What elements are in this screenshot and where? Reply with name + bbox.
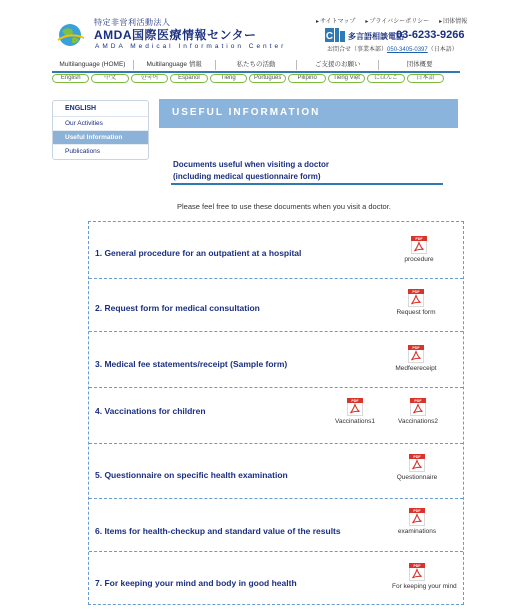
pdf-file-label[interactable]: Vaccinations1 xyxy=(335,418,375,425)
nav-item-activities[interactable]: 私たちの活動 xyxy=(216,60,298,70)
page-title-band xyxy=(159,99,458,128)
subtitle-divider xyxy=(171,183,443,185)
pdf-file-icon[interactable] xyxy=(408,345,424,363)
document-title: 2. Request form for medical consultation xyxy=(95,303,260,313)
svg-text:C: C xyxy=(325,31,334,42)
hotline-label: 多言語相談電話 xyxy=(348,32,404,41)
document-row xyxy=(89,222,463,279)
phone-hotline-icon xyxy=(325,28,345,42)
lang-portuguese[interactable]: Português xyxy=(249,74,286,83)
lang-pilipino[interactable]: Pilipino xyxy=(288,74,325,83)
hotline-number[interactable]: 03-6233-9266 xyxy=(396,29,465,41)
sidebar-heading: ENGLISH xyxy=(53,101,148,117)
pdf-icon-text: PDF xyxy=(413,564,421,568)
pdf-file-icon[interactable] xyxy=(411,236,427,254)
pdf-file-label[interactable]: For keeping your mind xyxy=(392,583,457,590)
subtitle-line-2: (including medical questionnaire form) xyxy=(173,172,321,181)
pdf-icon-text: PDF xyxy=(351,399,359,403)
pdf-file-label[interactable]: Medfeereceipt xyxy=(395,365,437,372)
sidebar xyxy=(52,100,149,160)
pdf-file-label[interactable]: Vaccinations2 xyxy=(398,418,438,425)
office-contact-prefix: お問合せ（事業本部） xyxy=(327,47,388,53)
section-subtitle xyxy=(173,159,329,183)
document-title: 3. Medical fee statements/receipt (Sample form) xyxy=(95,359,288,369)
pdf-icon-text: PDF xyxy=(413,455,421,459)
top-link-about[interactable]: ▸ 団体情報 xyxy=(439,16,467,25)
pdf-download-link[interactable] xyxy=(391,289,441,316)
document-row xyxy=(89,279,463,332)
pdf-file-icon[interactable] xyxy=(409,508,425,526)
lang-korean[interactable]: 한국어 xyxy=(131,74,168,83)
top-link-privacy[interactable]: ▸ プライバシーポリシー xyxy=(365,16,429,25)
globe-logo-icon[interactable] xyxy=(56,22,86,48)
main-nav xyxy=(52,60,460,70)
pdf-file-label[interactable]: examinations xyxy=(397,528,437,535)
subtitle-line-1: Documents useful when visiting a doctor xyxy=(173,160,330,169)
pdf-file-icon[interactable] xyxy=(410,398,426,416)
org-name[interactable]: AMDA国際医療情報センター xyxy=(94,28,257,42)
nav-item-home[interactable]: Multilanguage (HOME) xyxy=(52,60,134,70)
lang-english[interactable]: English xyxy=(52,74,89,83)
lang-spanish[interactable]: Español xyxy=(170,74,207,83)
pdf-download-link[interactable] xyxy=(391,345,441,372)
document-row xyxy=(89,444,463,499)
pdf-icon-text: PDF xyxy=(412,290,420,294)
pdf-file-icon[interactable] xyxy=(409,563,425,581)
sidebar-item-publications[interactable]: Publications xyxy=(65,148,101,155)
nav-item-info[interactable]: Multilanguage 情報 xyxy=(134,60,216,70)
pdf-file-label[interactable]: Request form xyxy=(396,309,436,316)
pdf-icon-text: PDF xyxy=(413,509,421,513)
pdf-file-label[interactable]: Questionnaire xyxy=(396,474,438,481)
office-contact-suffix: （日本語） xyxy=(427,47,458,53)
document-list xyxy=(88,221,464,605)
document-title: 1. General procedure for an outpatient at a hospital xyxy=(95,248,302,258)
nav-item-overview[interactable]: 団体概要 xyxy=(406,61,433,68)
nav-divider xyxy=(52,71,460,73)
nav-item-support[interactable]: ご支援のお願い xyxy=(297,60,379,70)
pdf-download-link[interactable] xyxy=(392,508,442,535)
office-contact xyxy=(327,44,458,53)
pdf-icon-text: PDF xyxy=(412,346,420,350)
site-header xyxy=(0,0,529,100)
pdf-file-icon[interactable] xyxy=(347,398,363,416)
pdf-download-link[interactable] xyxy=(393,398,443,425)
org-subtitle: 特定非営利活動法人 xyxy=(94,18,171,27)
lang-thai[interactable]: Tiếng xyxy=(210,74,247,83)
document-title: 4. Vaccinations for children xyxy=(95,406,206,416)
pdf-download-link[interactable] xyxy=(394,236,444,263)
intro-text: Please feel free to use these documents when you visit a doctor. xyxy=(177,202,391,211)
pdf-download-link[interactable] xyxy=(392,563,457,590)
document-row xyxy=(89,499,463,552)
office-contact-number[interactable]: 050-3405-0397 xyxy=(387,47,428,53)
pdf-file-icon[interactable] xyxy=(409,454,425,472)
lang-vietnamese[interactable]: Tiếng Việt xyxy=(328,74,365,83)
pdf-download-link[interactable] xyxy=(330,398,380,425)
document-row xyxy=(89,332,463,388)
lang-chinese[interactable]: 中文 xyxy=(91,74,128,83)
pdf-file-icon[interactable] xyxy=(408,289,424,307)
sidebar-item-activities[interactable]: Our Activities xyxy=(53,117,148,131)
document-row xyxy=(89,552,463,604)
top-link-sitemap[interactable]: ▸ サイトマップ xyxy=(316,16,355,25)
pdf-download-link[interactable] xyxy=(392,454,442,481)
page-title: USEFUL INFORMATION xyxy=(172,107,321,118)
document-title: 7. For keeping your mind and body in good health xyxy=(95,578,297,588)
document-row xyxy=(89,388,463,444)
language-bar xyxy=(52,74,444,83)
pdf-icon-text: PDF xyxy=(414,399,422,403)
sidebar-item-useful-information[interactable]: Useful Information xyxy=(53,131,148,145)
lang-japanese[interactable]: 日本語 xyxy=(407,74,444,83)
document-title: 6. Items for health-checkup and standard value of the results xyxy=(95,526,341,536)
pdf-file-label[interactable]: procedure xyxy=(404,256,434,263)
top-links xyxy=(316,16,467,25)
document-title: 5. Questionnaire on specific health examination xyxy=(95,470,288,480)
lang-easy-japanese[interactable]: にほんご xyxy=(367,74,404,83)
pdf-icon-text: PDF xyxy=(415,237,423,241)
org-english-name: AMDA Medical Information Center xyxy=(95,43,287,50)
